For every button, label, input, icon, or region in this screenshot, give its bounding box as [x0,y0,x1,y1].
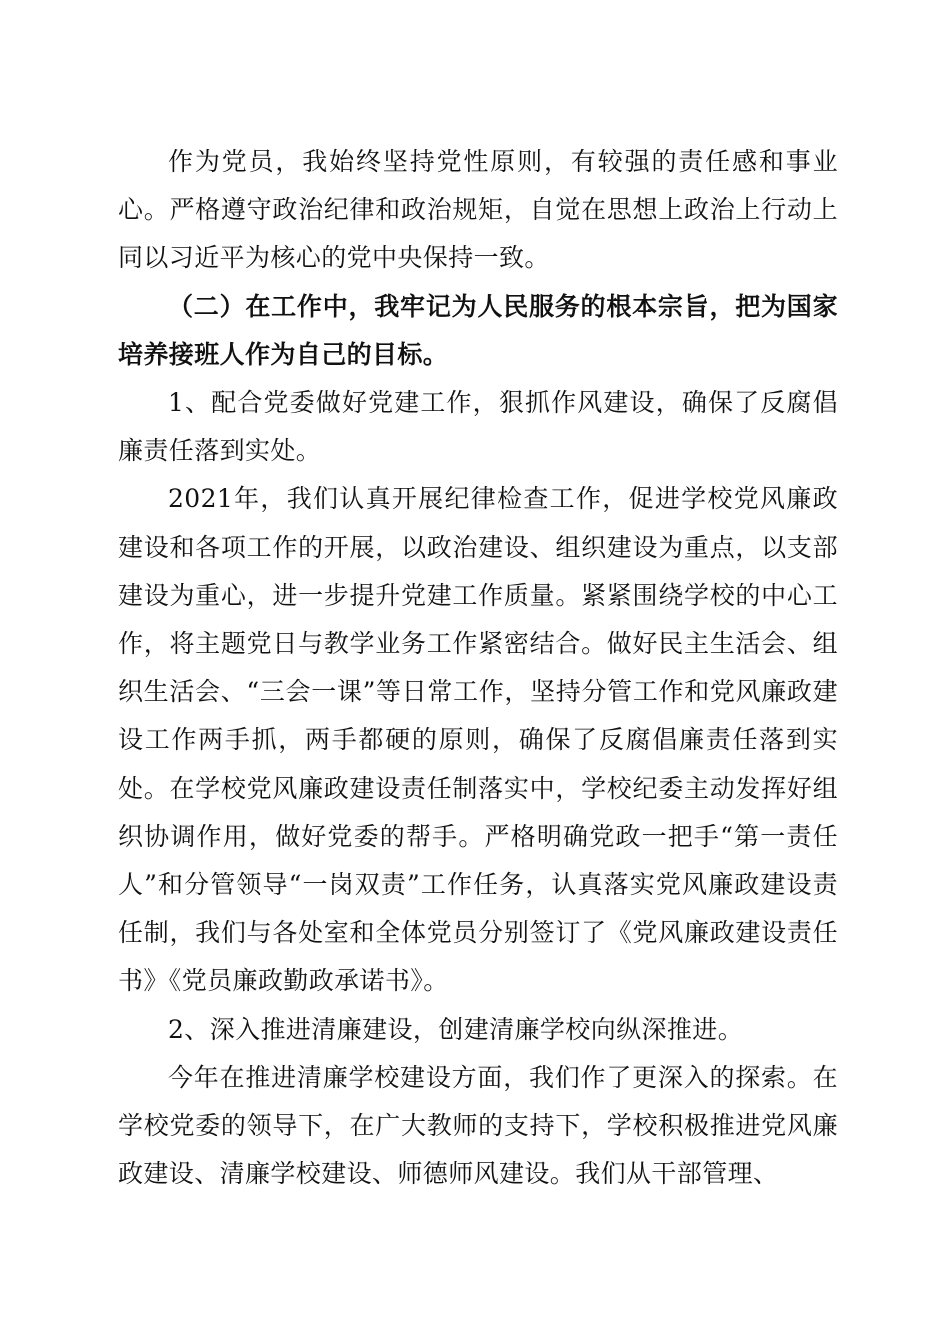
item-heading-party-building: 1、配合党委做好党建工作，狠抓作风建设，确保了反腐倡廉责任落到实处。 [118,388,838,466]
section-heading-work: （二）在工作中，我牢记为人民服务的根本宗旨，把为国家培养接班人作为自己的目标。 [118,291,838,369]
paragraph-discipline-inspection: 2021年，我们认真开展纪律检查工作，促进学校党风廉政建设和各项工作的开展，以政治建设、组织建设为重点，以支部建设为重心，进一步提升党建工作质量。紧紧围绕学校的中心工作，将主题党日与教学业务工作紧密结合。做好民主生活会、组织生活会、“三会一课”等日常工作，坚持分管工作和党风廉政建设工作两手抓，两手都硬的原则，确保了反腐倡廉责任落到实处。在学校党风廉政建设责任制落实中，学校纪委主动发挥好组织协调作用，做好党委的帮手。严格明确党政一把手“第一责任人”和分管领导“一岗双责”工作任务，认真落实党风廉政建设责任制，我们与各处室和全体党员分别签订了《党风廉政建设责任书》《党员廉政勤政承诺书》。 [118,484,838,996]
paragraph-clean-school-exploration: 今年在推进清廉学校建设方面，我们作了更深入的探索。在学校党委的领导下，在广大教师的支持下，学校积极推进党风廉政建设、清廉学校建设、师德师风建设。我们从干部管理、 [118,1062,838,1189]
item-heading-clean-school: 2、深入推进清廉建设，创建清廉学校向纵深推进。 [168,1014,744,1044]
document-body [118,138,838,1198]
paragraph-party-principle: 作为党员，我始终坚持党性原则，有较强的责任感和事业心。严格遵守政治纪律和政治规矩，自觉在思想上政治上行动上同以习近平为核心的党中央保持一致。 [118,147,838,273]
